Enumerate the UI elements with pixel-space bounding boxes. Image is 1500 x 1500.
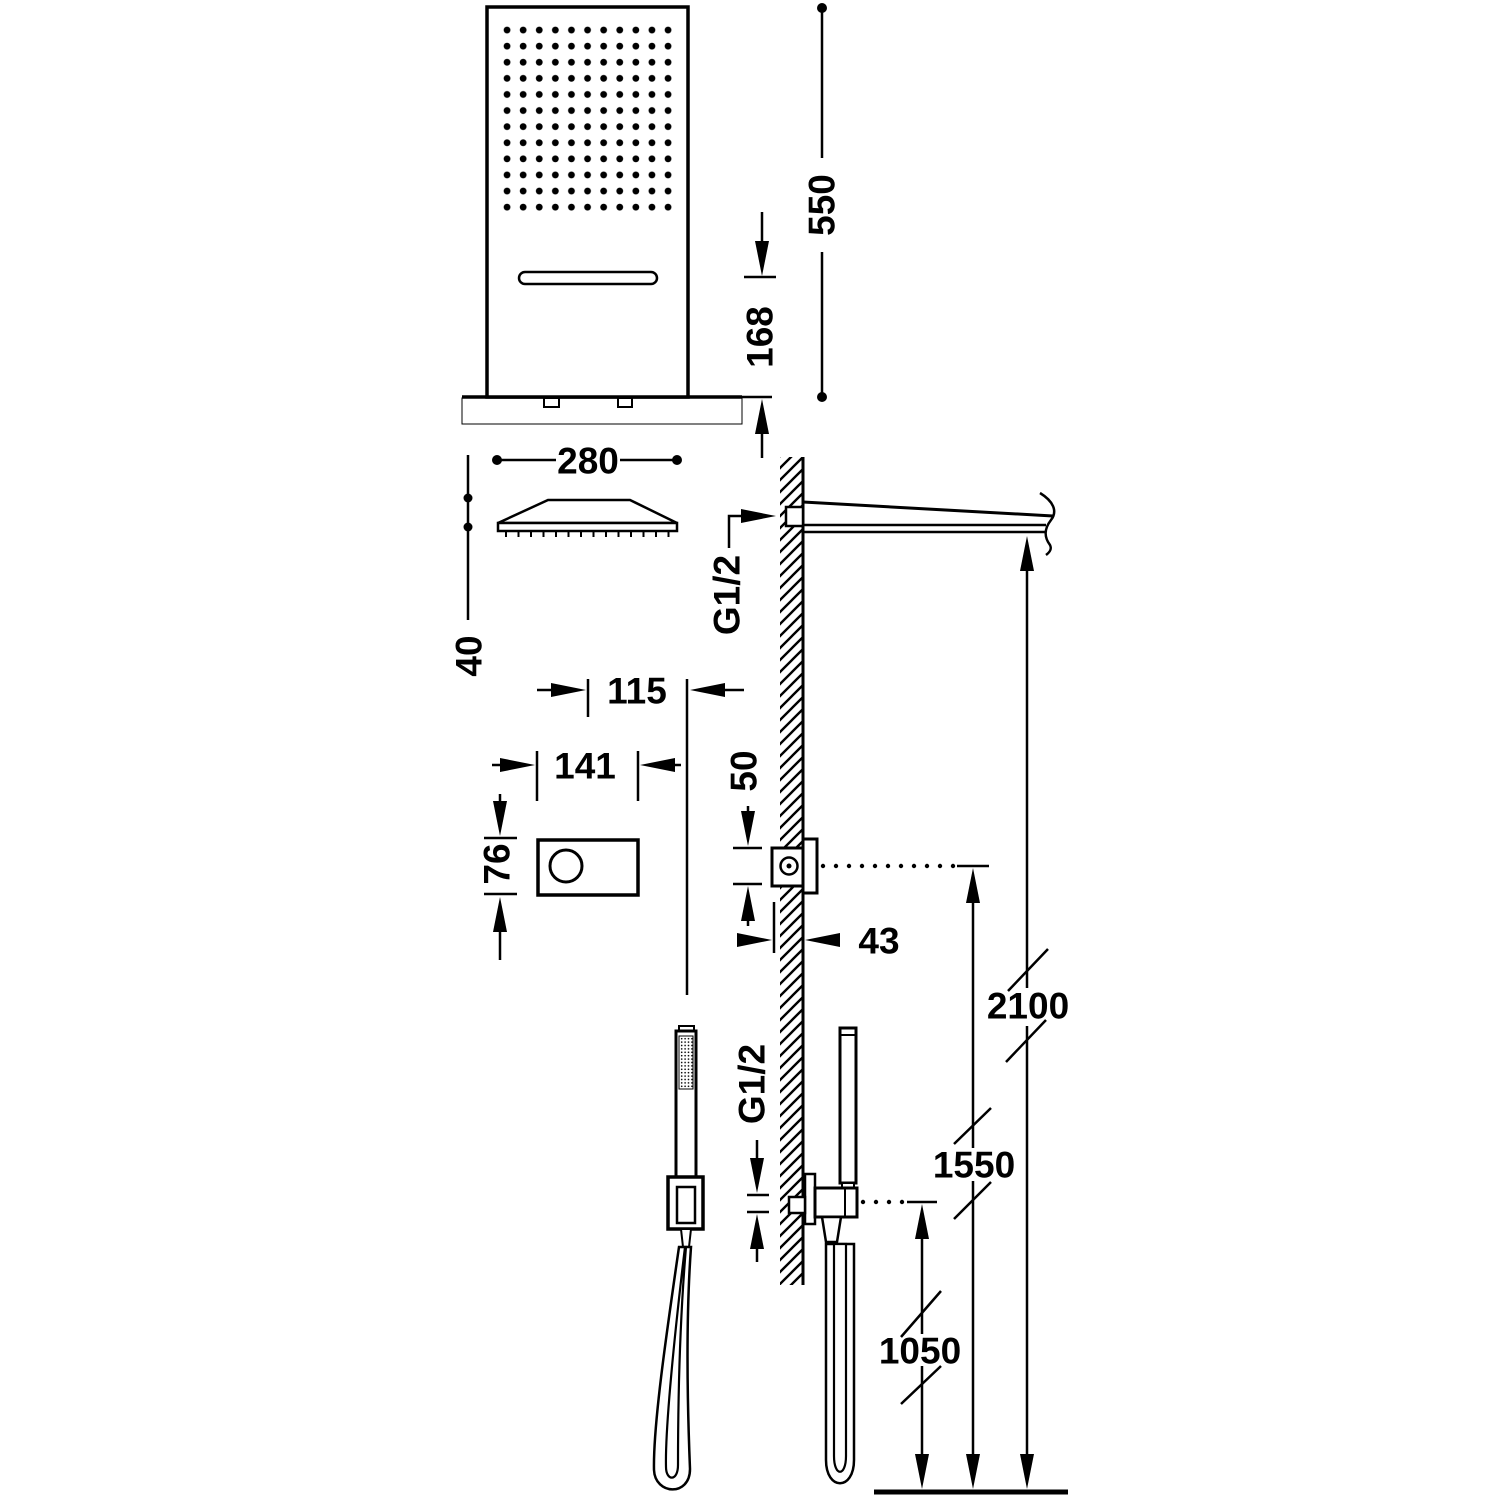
spout-wall-connector	[786, 507, 803, 526]
waterfall-slot	[519, 272, 657, 284]
head-profile-plate	[498, 523, 677, 531]
callout-g12-lower-label: G1/2	[731, 1043, 773, 1125]
mount-tab-left	[544, 398, 559, 407]
hose-connector-side	[822, 1217, 841, 1242]
handshower-grip-texture	[679, 1036, 693, 1089]
dim-1050-label: 1050	[878, 1330, 962, 1372]
dim-1550-label: 1550	[932, 1144, 1016, 1186]
ceiling-hatch	[462, 398, 742, 424]
dim-43-label: 43	[858, 920, 900, 962]
dim-2100-label: 2100	[986, 985, 1070, 1027]
dim-141-label: 141	[554, 745, 616, 787]
mixer-box-flange	[803, 839, 817, 893]
dim-280-label: 280	[557, 440, 619, 482]
mixer-outlet-center	[787, 864, 792, 869]
callout-g12-upper-label: G1/2	[706, 554, 748, 636]
dim-76-label: 76	[476, 843, 518, 885]
handshower-handle-in-holder	[677, 1187, 695, 1223]
elbow-wall-connector	[789, 1197, 805, 1213]
control-unit	[538, 840, 638, 895]
dim-168-label: 168	[739, 306, 781, 368]
dim-50-label: 50	[723, 750, 765, 792]
nozzle-grid	[499, 22, 677, 215]
dim-550-label: 550	[801, 174, 843, 236]
control-knob	[550, 850, 582, 882]
dim-40-label: 40	[448, 635, 490, 677]
concealed-mixer-box	[772, 839, 817, 893]
hose-connector-front	[681, 1229, 691, 1247]
elbow-body	[815, 1188, 857, 1217]
dim-115-label: 115	[607, 670, 667, 712]
hose-loop-side-inner	[834, 1244, 846, 1472]
handshower-wand-side	[840, 1028, 856, 1183]
mount-tab-right	[618, 398, 632, 407]
